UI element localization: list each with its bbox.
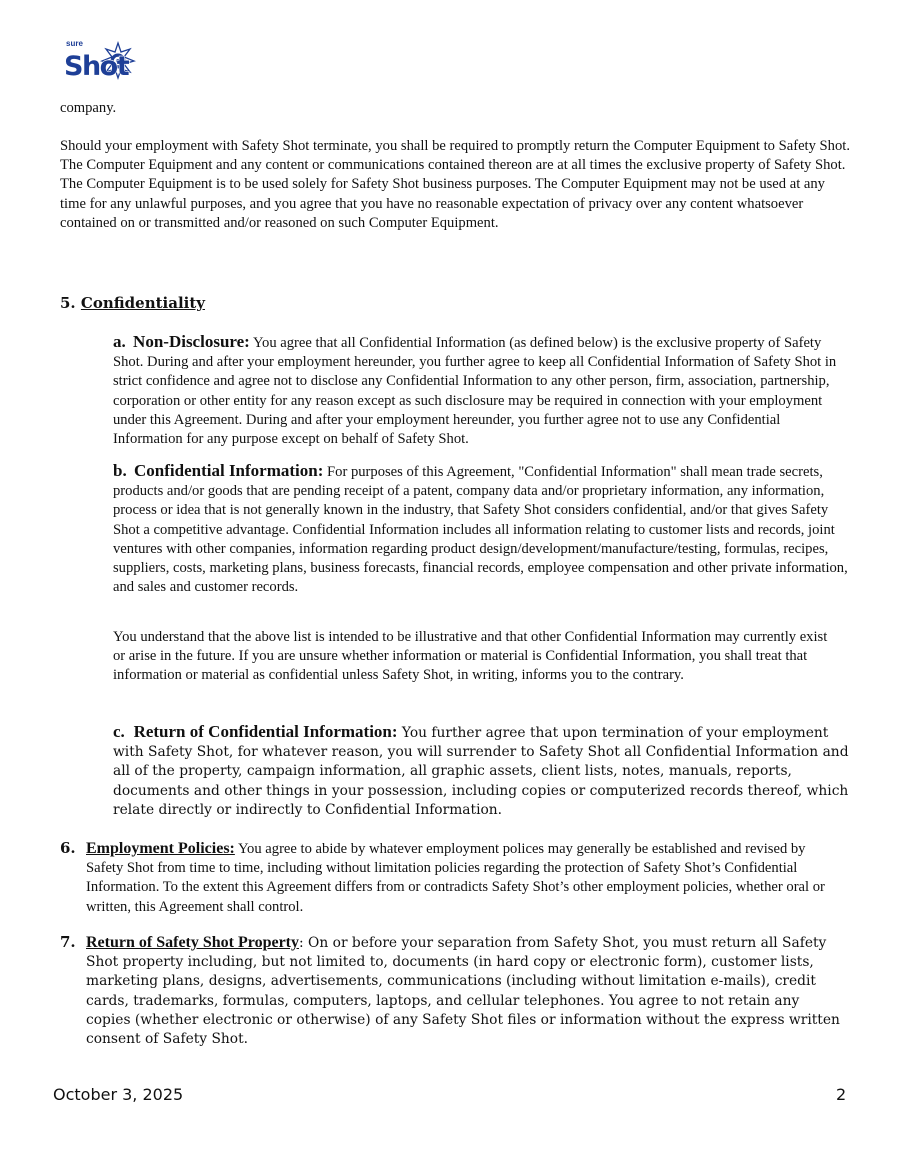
section6-text: You agree to abide by whatever employment polices may generally be established and revised by Safety Shot from time to time, including without limitation policies regarding the protection of Safety Shot’s Confidential Information. To the extent this Agreement differs from or contradicts Safety Shot’s other employment policies, whether oral or written, this Agreement shall control. (86, 841, 825, 915)
section5b-paragraph (113, 461, 853, 597)
section5c-label: c. (113, 722, 125, 741)
section5-number: 5. (60, 294, 76, 312)
section5c-title: Return of Confidential Information: (133, 722, 398, 741)
section6-title: Employment Policies: (86, 840, 235, 857)
section6-paragraph (86, 839, 846, 917)
section5b-label: b. (113, 461, 127, 480)
section5b-title: Confidential Information: (134, 461, 324, 480)
footer-page-number: 2 (836, 1085, 847, 1104)
section7-paragraph (86, 933, 846, 1049)
section7-number: 7. (60, 933, 76, 951)
section7-text: : On or before your separation from Safety Shot, you must return all Safety Shot property including, but not limited to, documents (in hard copy or electronic form), customer lists, marketing plans, designs, advertisements, communications (including without limitation e-mails), credit cards, trademarks, formulas, computers, laptops, and cellular telephones. You agree to not retain any copies (whether electronic or otherwise) of any Safety Shot files or information without the express written consent of Safety Shot. (86, 935, 840, 1048)
intro-paragraph: Should your employment with Safety Shot terminate, you shall be required to promptly return the Computer Equipment to Safety Shot. The Computer Equipment and any content or communications contained thereon are at all times the exclusive property of Safety Shot. The Computer Equipment is to be used solely for Safety Shot business purposes. The Computer Equipment may not be used at any time for any unlawful purposes, and you agree that you have no reasonable expectation of privacy over any content whatsoever contained on or transmitted and/or reasoned on such Computer Equipment. (60, 138, 850, 231)
logo-big-text: Shot (64, 51, 129, 81)
section5c-paragraph (113, 722, 853, 820)
section6-number: 6. (60, 839, 76, 857)
section5-heading (60, 294, 205, 312)
section5b-text: For purposes of this Agreement, "Confidential Information" shall mean trade secrets, products and/or goods that are pending receipt of a patent, company data and/or proprietary information, any information, process or idea that is not generally known in the industry, that Safety Shot considers confidential, and/or that gives Safety Shot a competitive advantage. Confidential Information includes all information relating to customer lists and records, joint ventures with other companies, information regarding product design/development/manufacture/testing, formulas, recipes, suppliers, costs, marketing plans, business forecasts, financial records, employee compensation and other private information, and sales and customer records. (113, 464, 848, 596)
section5a-label: a. (113, 332, 126, 351)
section5a-text: You agree that all Confidential Information (as defined below) is the exclusive property of Safety Shot. During and after your employment hereunder, you further agree to keep all Confidential Information of Safety Shot in strict confidence and agree not to disclose any Confidential Information to any other person, firm, association, partnership, corporation or other entity for any reason except as such disclosure may be required in connection with your employment under this Agreement. During and after your employment hereunder, you further agree not to use any Confidential Information for any purpose except on behalf of Safety Shot. (113, 335, 837, 448)
section5-title: Confidentiality (80, 294, 205, 312)
section5c-text: You further agree that upon termination of your employment with Safety Shot, for whatever reason, you will surrender to Safety Shot all Confidential Information and all of the property, campaign information, all graphic assets, client lists, notes, manuals, reports, documents and other things in your possession, including copies or computerized records thereof, which relate directly or indirectly to Confidential Information. (113, 725, 849, 818)
intro-line: company. (60, 100, 117, 116)
logo-small-text: sure (66, 39, 83, 48)
footer-date: October 3, 2025 (53, 1085, 184, 1104)
section5a-paragraph (113, 332, 853, 449)
sure-shot-logo (64, 37, 138, 81)
section7-title: Return of Safety Shot Property (86, 934, 300, 951)
section5a-title: Non-Disclosure: (133, 332, 250, 351)
section5b-extra-paragraph: You understand that the above list is intended to be illustrative and that other Confidential Information may currently exist or arise in the future. If you are unsure whether information or material is Confidential Information, you shall treat that information or material as confidential unless Safety Shot, in writing, informs you to the contrary. (113, 629, 828, 684)
